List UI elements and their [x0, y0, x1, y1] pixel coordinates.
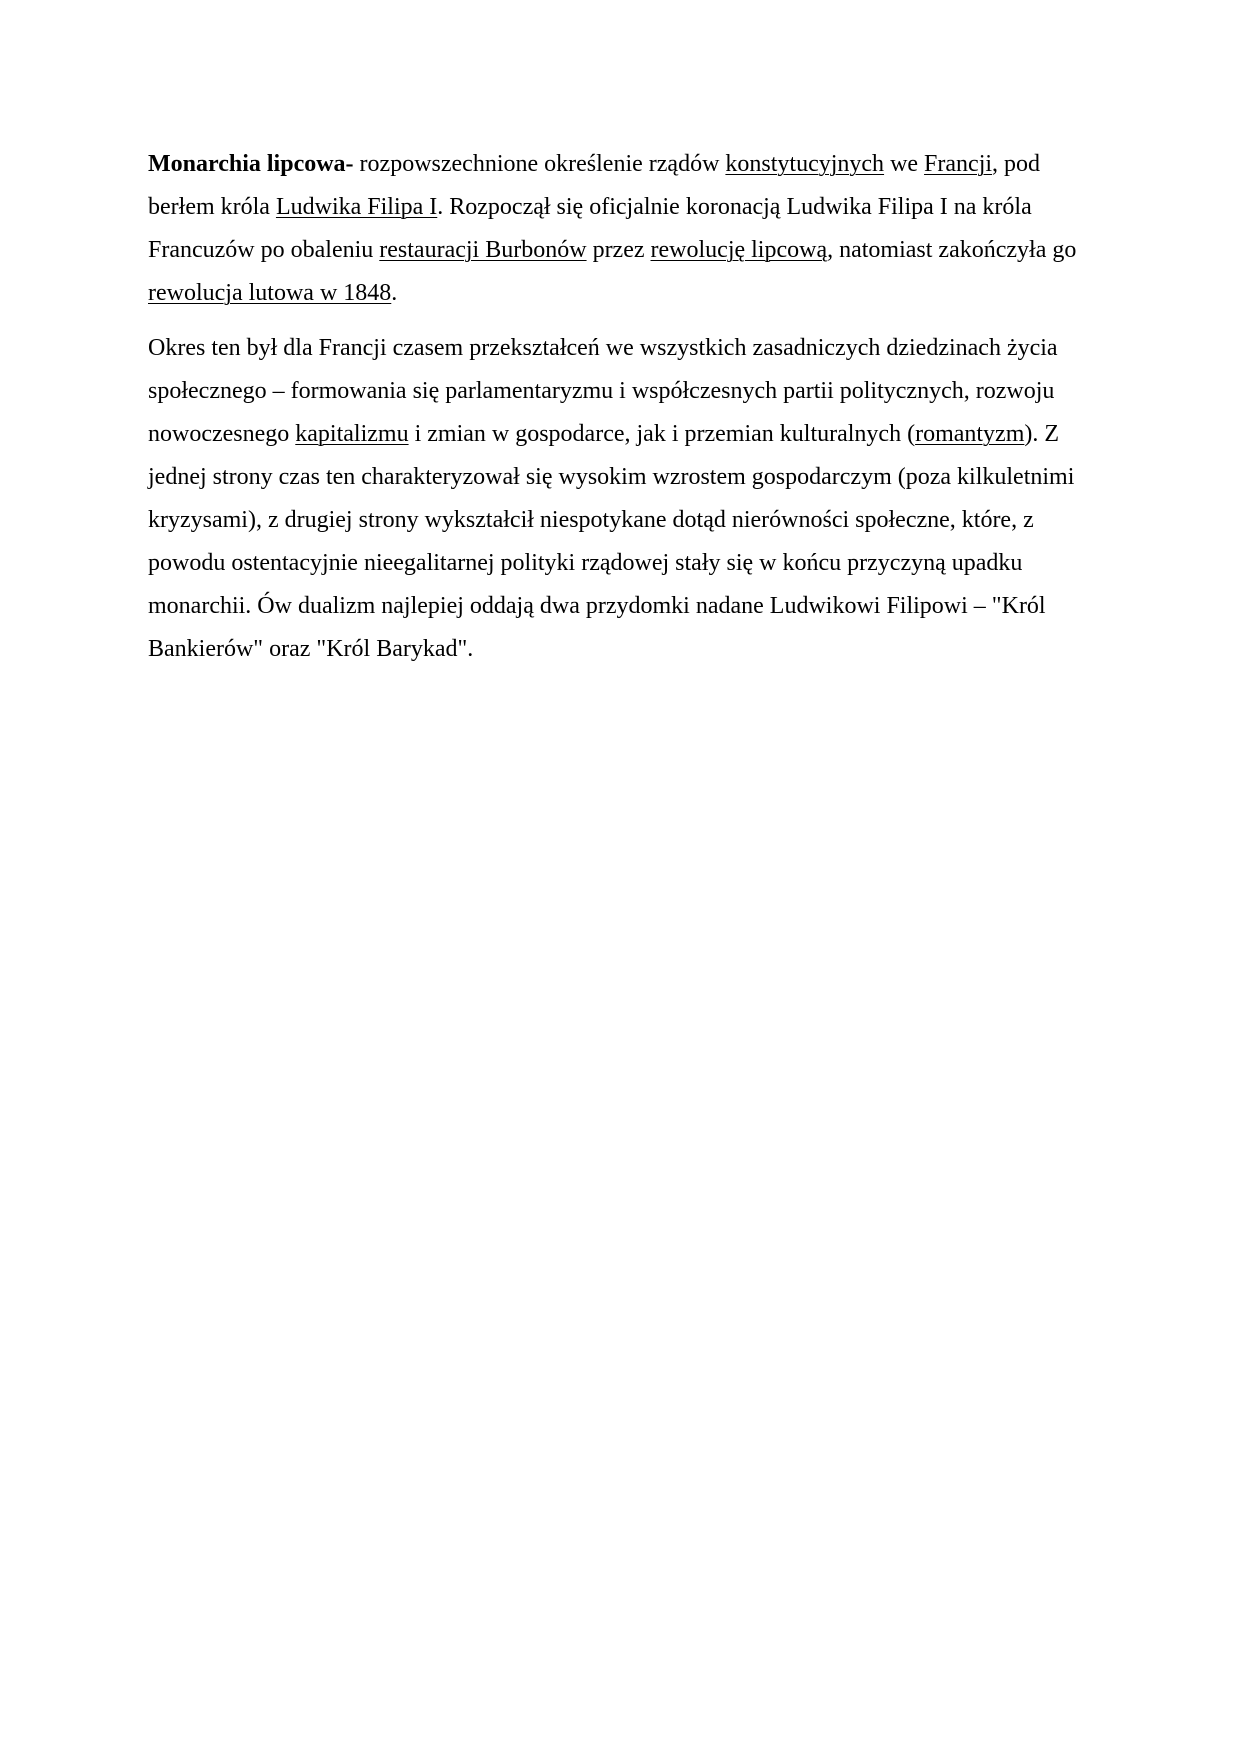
paragraph-text: . [391, 280, 398, 306]
paragraph-text: i zmian w gospodarce, jak i przemian kulturalnych ( [408, 421, 916, 447]
paragraph-text: przez [586, 237, 651, 263]
paragraph-intro [148, 143, 1090, 315]
paragraph-text: Okres ten był dla Francji czasem przekształceń we wszystkich zasadniczych dziedzinach życia społecznego – formowania się parlamentaryzmu i współczesnych partii politycznych, rozwoju nowoczesnego [148, 335, 1058, 447]
paragraph-text: , natomiast zakończyła go [827, 237, 1077, 263]
paragraph-text: ). Z jednej strony czas ten charakteryzował się wysokim wzrostem gospodarczym (poza kilkuletnimi kryzysami), z drugiej strony wykształcił niespotykane dotąd nierówności społeczne, które, z powodu ostentacyjnie nieegalitarnej polityki rządowej stały się w końcu przyczyną upadku monarchii. Ów dualizm najlepiej oddają dwa przydomki nadane Ludwikowi Filipowi – "Król Bankierów" oraz "Król Barykad". [148, 421, 1075, 662]
paragraph-body [148, 327, 1090, 671]
link-rewolucja-lutowa[interactable]: rewolucja lutowa w 1848 [148, 280, 392, 306]
link-ludwika-filipa[interactable]: Ludwika Filipa I [275, 194, 438, 220]
link-restauracji-burbonow[interactable]: restauracji Burbonów [379, 237, 587, 263]
paragraph-text: . Rozpoczął się oficjalnie koronacją Ludwika Filipa I na króla Francuzów po obaleniu [148, 194, 1032, 263]
document-body [148, 143, 1090, 671]
paragraph-text: we [884, 151, 925, 177]
link-francji[interactable]: Francji [924, 151, 993, 177]
link-kapitalizmu[interactable]: kapitalizmu [295, 421, 409, 447]
paragraph-text: rozpowszechnione określenie rządów [353, 151, 726, 177]
link-rewolucje-lipcowa[interactable]: rewolucję lipcową [650, 237, 828, 263]
link-romantyzm[interactable]: romantyzm [915, 421, 1025, 447]
paragraph-text: , pod berłem króla [148, 151, 1041, 220]
link-konstytucyjnych[interactable]: konstytucyjnych [725, 151, 885, 177]
term-heading: Monarchia lipcowa- [148, 151, 354, 177]
